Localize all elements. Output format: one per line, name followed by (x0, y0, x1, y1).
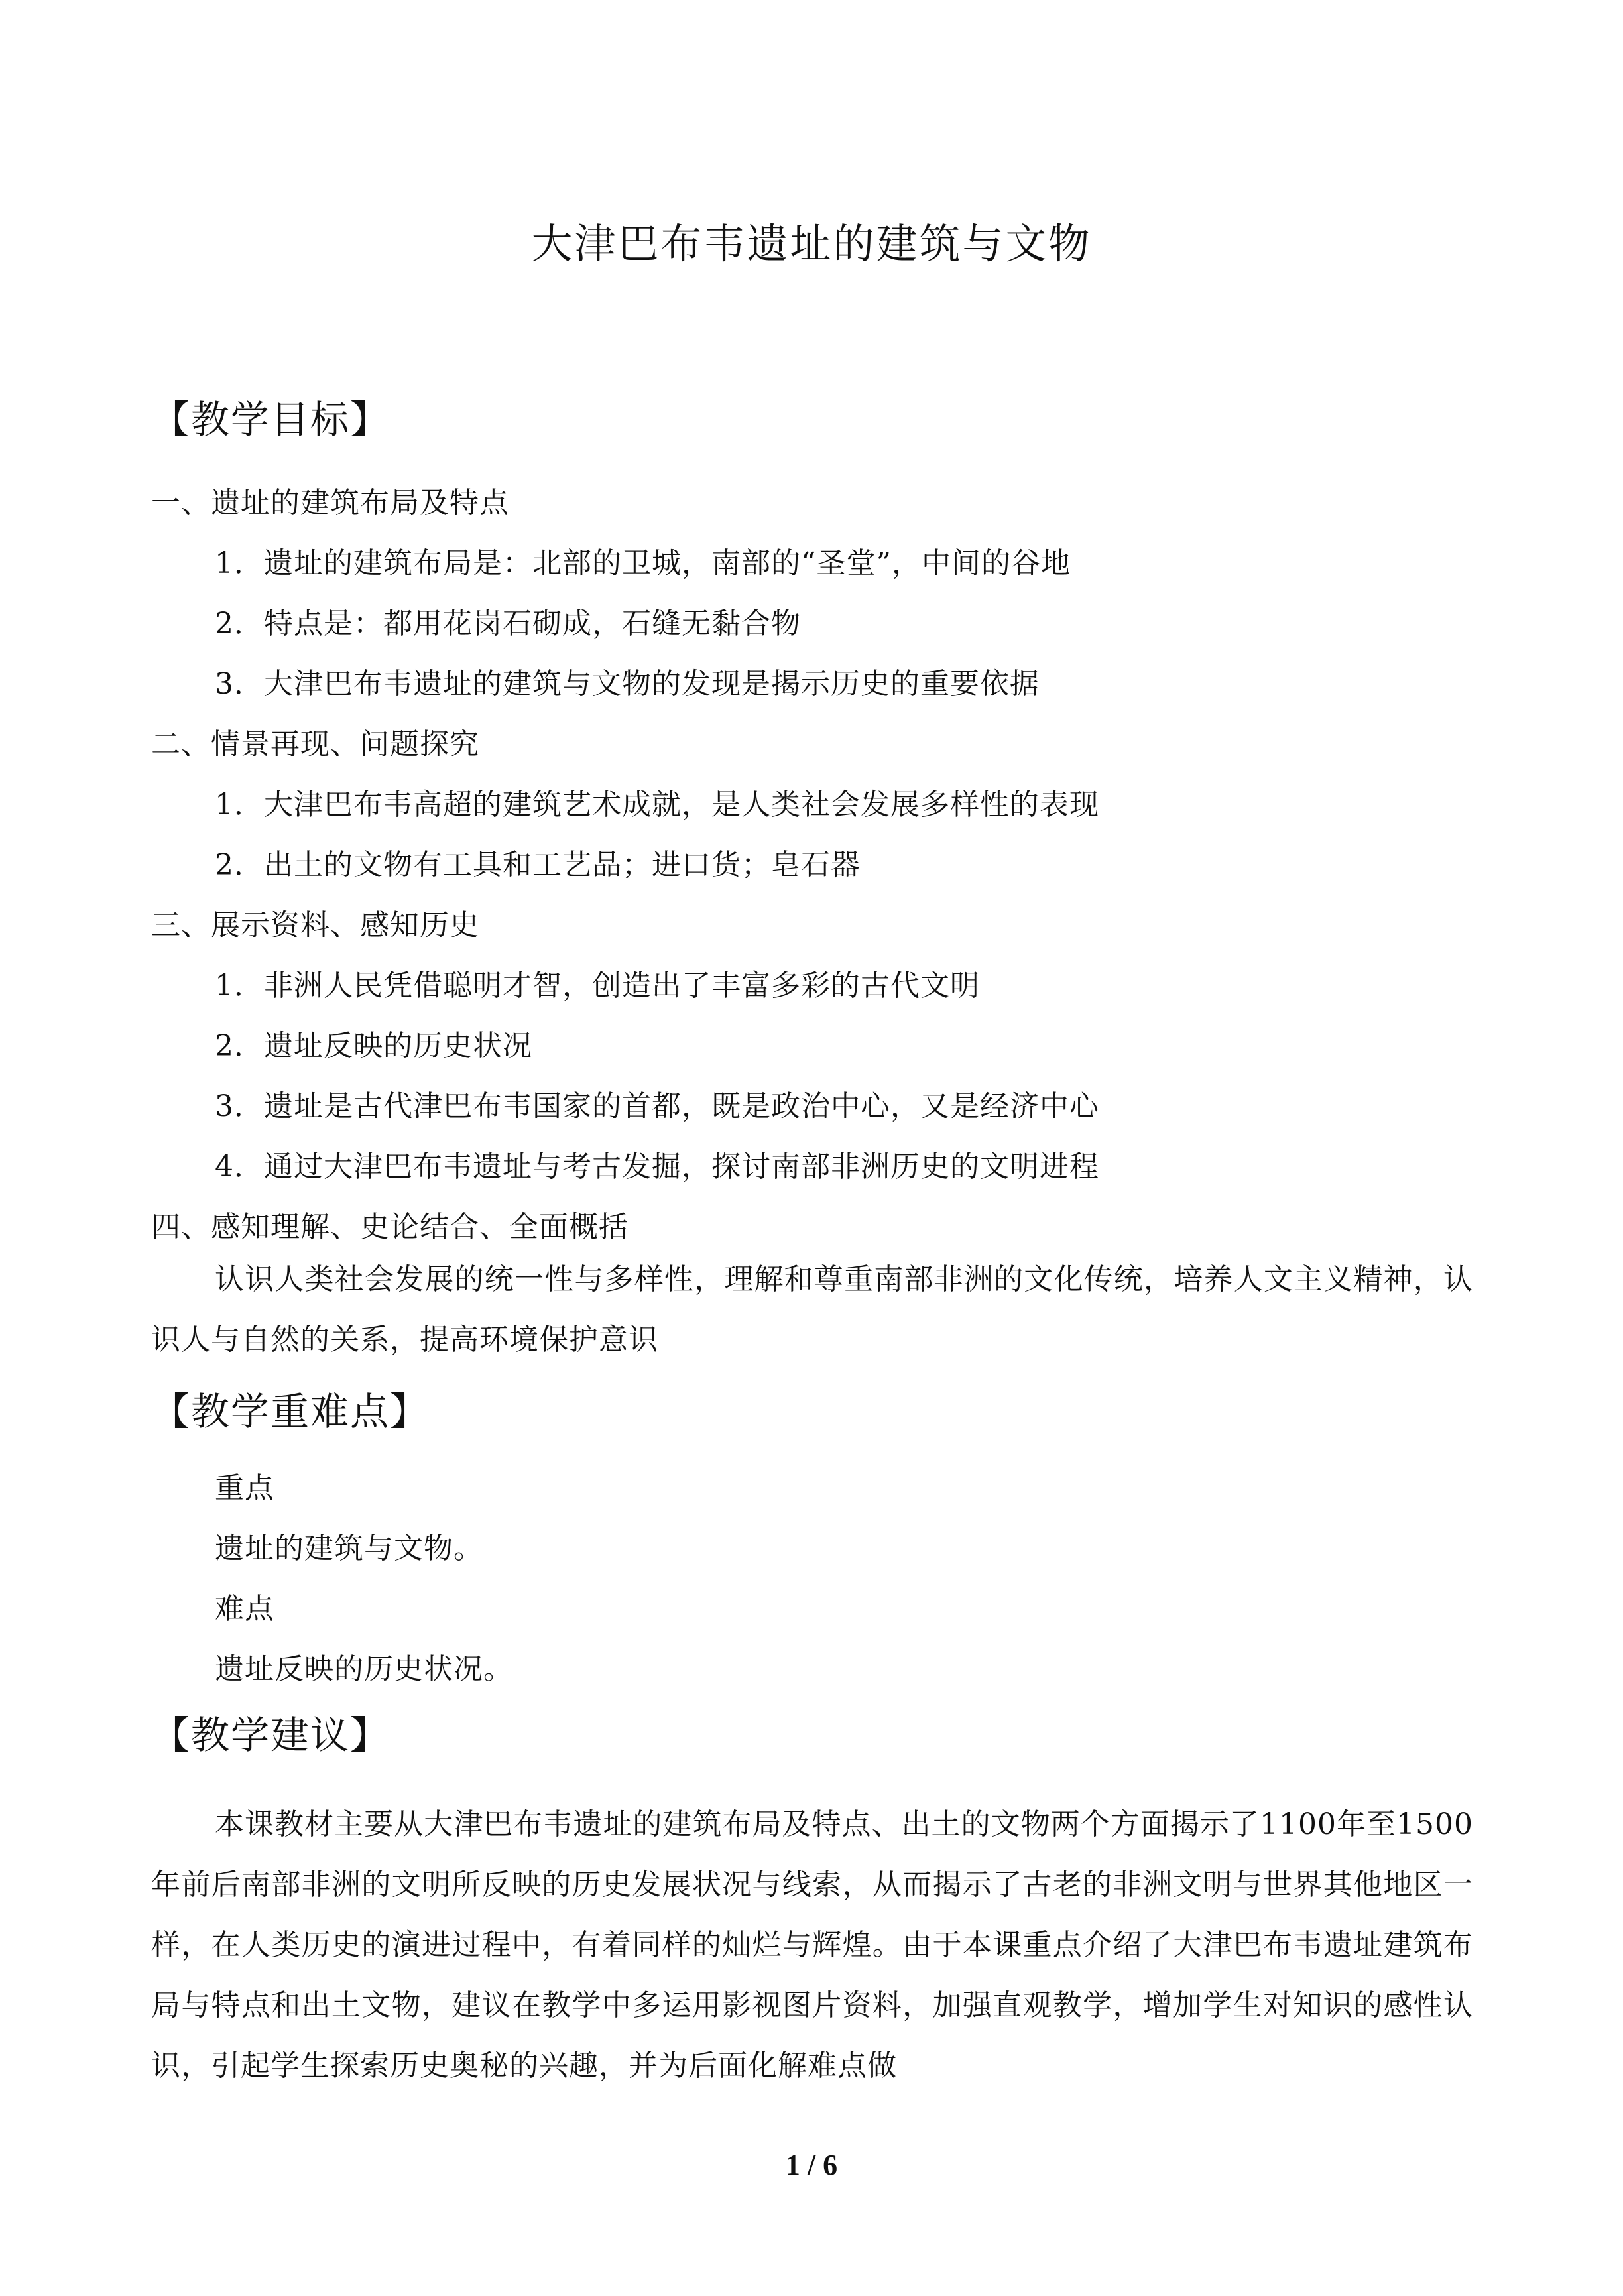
section-4-paragraph: 认识人类社会发展的统一性与多样性，理解和尊重南部非洲的文化传统，培养人文主义精神，认识人与自然的关系，提高环境保护意识 (151, 1262, 1473, 1357)
section-1-title: 一、遗址的建筑布局及特点 (151, 486, 509, 520)
difficult-point-label: 难点 (215, 1592, 274, 1626)
document-title: 大津巴布韦遗址的建筑与文物 (531, 219, 1092, 268)
heading-suggestions: 【教学建议】 (151, 1713, 391, 1758)
section-2-item-1: 1．大津巴布韦高超的建筑艺术成就，是人类社会发展多样性的表现 (215, 788, 1099, 821)
key-point-text: 遗址的建筑与文物。 (215, 1532, 483, 1565)
section-3-item-4: 4．通过大津巴布韦遗址与考古发掘，探讨南部非洲历史的文明进程 (215, 1150, 1099, 1183)
section-3-item-3: 3．遗址是古代津巴布韦国家的首都，既是政治中心，又是经济中心 (215, 1089, 1099, 1123)
section-2-title: 二、情景再现、问题探究 (151, 727, 479, 761)
heading-keypoints: 【教学重难点】 (151, 1389, 430, 1434)
section-1-item-2: 2．特点是：都用花岗石砌成，石缝无黏合物 (215, 607, 801, 640)
section-2-item-2: 2．出土的文物有工具和工艺品；进口货；皂石器 (215, 848, 861, 882)
suggestions-paragraph: 本课教材主要从大津巴布韦遗址的建筑布局及特点、出土的文物两个方面揭示了1100年至1500年前后南部非洲的文明所反映的历史发展状况与线索，从而揭示了古老的非洲文明与世界其他地区一样，在人类历史的演进过程中，有着同样的灿烂与辉煌。由于本课重点介绍了大津巴布韦遗址建筑布局与特点和出土文物，建议在教学中多运用影视图片资料，加强直观教学，增加学生对知识的感性认识，引起学生探索历史奥秘的兴趣，并为后面化解难点做 (151, 1807, 1473, 2083)
section-4-title: 四、感知理解、史论结合、全面概括 (151, 1210, 629, 1244)
section-3-item-2: 2．遗址反映的历史状况 (215, 1029, 532, 1063)
section-1-item-1: 1．遗址的建筑布局是：北部的卫城，南部的“圣堂”，中间的谷地 (215, 546, 1071, 580)
section-3-item-1: 1．非洲人民凭借聪明才智，创造出了丰富多彩的古代文明 (215, 969, 980, 1002)
page-number: 1 / 6 (785, 2149, 838, 2181)
difficult-point-text: 遗址反映的历史状况。 (215, 1652, 513, 1686)
heading-objectives: 【教学目标】 (151, 397, 391, 442)
section-1-item-3: 3．大津巴布韦遗址的建筑与文物的发现是揭示历史的重要依据 (215, 667, 1040, 701)
key-point-label: 重点 (215, 1471, 274, 1505)
section-3-title: 三、展示资料、感知历史 (151, 908, 479, 942)
